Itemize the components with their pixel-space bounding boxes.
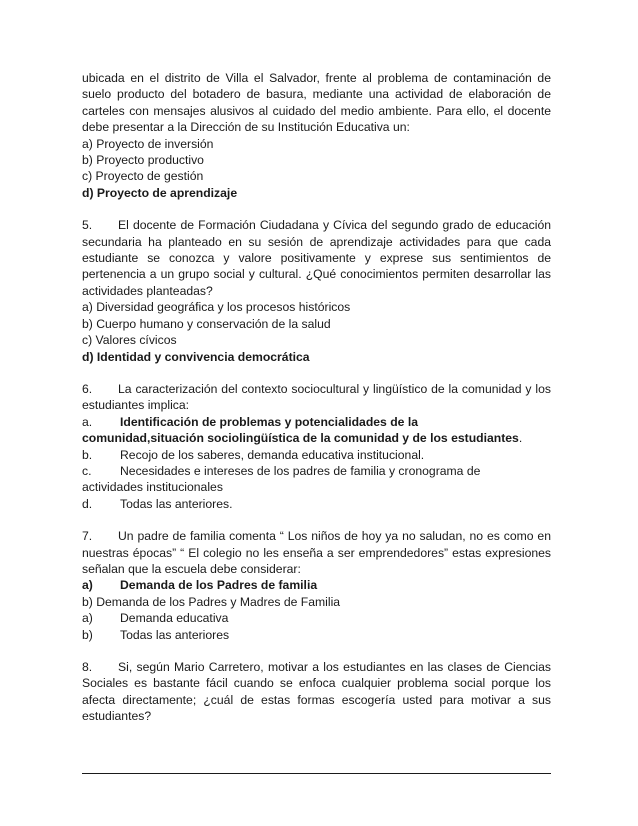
q6-option-c-continued: actividades institucionales xyxy=(82,480,223,495)
intro-paragraph: ubicada en el distrito de Villa el Salvador, frente al problema de contaminación de suelo producto del botadero de basura, mediante una actividad de elaboración de carteles con mensajes alusivos al cuidado del medio ambiente. Para ello, el docente debe presentar a la Dirección de su Institución Educativa un: xyxy=(82,71,551,135)
option-text: Recojo de los saberes, demanda educativa institucional. xyxy=(120,447,425,462)
question-text: Si, según Mario Carretero, motivar a los estudiantes en las clases de Ciencias Sociales es bastante fácil cuando se enfoca cualquier problema social porque los afecta directamente; ¿cuál de estas formas escogería usted para motivar a sus estudiantes? xyxy=(82,660,551,724)
option-label: a) xyxy=(82,611,93,626)
question-8 xyxy=(82,659,551,725)
option-text: Demanda de los Padres de familia xyxy=(120,578,318,593)
q6-option-b xyxy=(82,447,551,463)
question-text: Un padre de familia comenta “ Los niños de hoy ya no saludan, no es como en nuestras épocas” “ El colegio no les enseña a ser emprendedores” estas expresiones señalan que la escuela debe considerar: xyxy=(82,529,551,576)
q6-option-a-continued xyxy=(82,430,551,446)
option-text: Demanda educativa xyxy=(120,611,229,626)
option-text: Todas las anteriores xyxy=(120,627,230,642)
q7-option-b: b) Demanda de los Padres y Madres de Familia xyxy=(82,594,341,609)
q7-option-d xyxy=(82,627,551,643)
q5-option: a) Diversidad geográfica y los procesos históricos xyxy=(82,300,351,315)
q5-option: c) Valores cívicos xyxy=(82,333,177,348)
option-label: a) xyxy=(82,578,93,593)
q6-option-d xyxy=(82,496,551,512)
option-text: Identificación de problemas y potencialidades de la xyxy=(120,414,418,429)
question-6 xyxy=(82,381,551,414)
intro-option: a) Proyecto de inversión xyxy=(82,136,214,151)
question-number: 5. xyxy=(82,218,93,233)
option-label: b) xyxy=(82,627,93,642)
footer-divider xyxy=(82,773,551,774)
question-number: 6. xyxy=(82,381,93,396)
option-text: comunidad,situación sociolingüística de la comunidad y de los estudiantes xyxy=(82,431,519,446)
question-5 xyxy=(82,217,551,299)
q5-option: b) Cuerpo humano y conservación de la salud xyxy=(82,316,331,331)
q6-option-c xyxy=(82,463,551,479)
question-number: 7. xyxy=(82,529,93,544)
intro-option: b) Proyecto productivo xyxy=(82,153,204,168)
question-text: La caracterización del contexto sociocultural y lingüístico de la comunidad y los estudiantes implica: xyxy=(82,381,551,413)
q6-option-a xyxy=(82,414,551,430)
option-end: . xyxy=(518,431,523,446)
question-number: 8. xyxy=(82,660,93,674)
question-text: El docente de Formación Ciudadana y Cívica del segundo grado de educación secundaria ha planteado en su sesión de aprendizaje actividades para que cada estudiante se conozca y valore positivamente y exprese sus sentimientos de pertenencia a un grupo social y cultural. ¿Qué conocimientos permiten desarrollar las actividades planteadas? xyxy=(82,218,551,298)
intro-option-answer: d) Proyecto de aprendizaje xyxy=(82,185,238,200)
q5-option-answer: d) Identidad y convivencia democrática xyxy=(82,349,310,364)
intro-option: c) Proyecto de gestión xyxy=(82,169,204,184)
option-text: Necesidades e intereses de los padres de familia y cronograma de xyxy=(120,463,481,478)
option-label: d. xyxy=(82,496,93,511)
option-label: b. xyxy=(82,447,93,462)
question-7 xyxy=(82,528,551,577)
q7-option-a xyxy=(82,577,551,593)
document-page xyxy=(82,70,551,725)
option-label: c. xyxy=(82,463,92,478)
option-text: Todas las anteriores. xyxy=(120,496,233,511)
q7-option-c xyxy=(82,610,551,626)
option-label: a. xyxy=(82,414,93,429)
